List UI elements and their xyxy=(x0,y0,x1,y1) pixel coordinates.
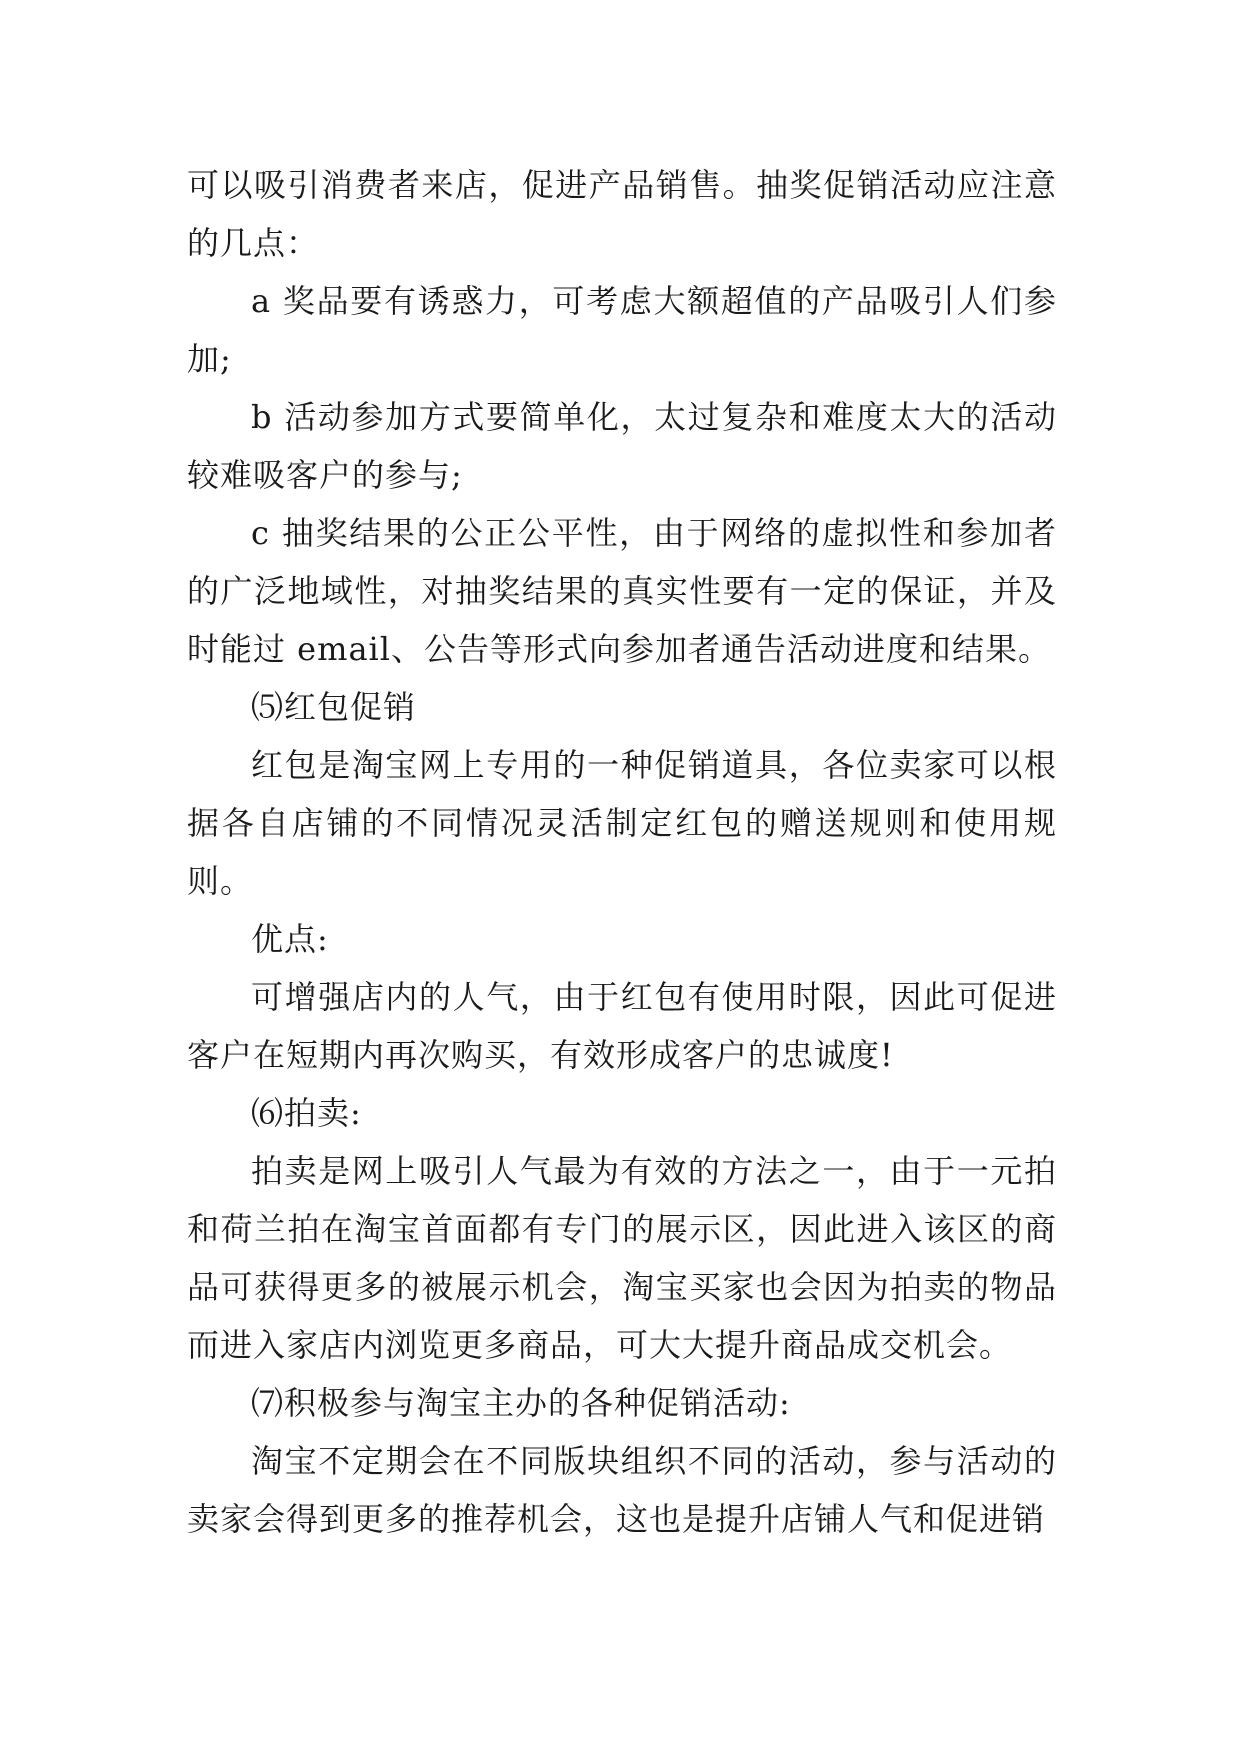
paragraph-red-packet: 红包是淘宝网上专用的一种促销道具，各位卖家可以根据各自店铺的不同情况灵活制定红包的赠送规则和使用规则。 xyxy=(187,746,1057,900)
section-heading-auction: ⑹拍卖: xyxy=(251,1094,362,1132)
paragraph-point-a: a 奖品要有诱惑力，可考虑大额超值的产品吸引人们参加; xyxy=(187,282,1057,378)
section-heading-red-packet: ⑸红包促销 xyxy=(251,688,417,726)
paragraph-taobao-events: 淘宝不定期会在不同版块组织不同的活动，参与活动的卖家会得到更多的推荐机会，这也是提升店铺人气和促进销 xyxy=(187,1442,1057,1538)
paragraph-lottery-intro: 可以吸引消费者来店，促进产品销售。抽奖促销活动应注意的几点： xyxy=(187,166,1057,262)
document-body xyxy=(187,156,1057,1548)
paragraph-advantages: 可增强店内的人气，由于红包有使用时限，因此可促进客户在短期内再次购买，有效形成客户的忠诚度! xyxy=(187,978,1057,1074)
section-heading-taobao-events: ⑺积极参与淘宝主办的各种促销活动: xyxy=(251,1384,791,1422)
paragraph-point-b: b 活动参加方式要简单化，太过复杂和难度太大的活动较难吸客户的参与; xyxy=(187,398,1057,494)
subheading-advantages: 优点: xyxy=(251,920,329,958)
paragraph-point-c: c 抽奖结果的公正公平性，由于网络的虚拟性和参加者的广泛地域性，对抽奖结果的真实性要有一定的保证，并及时能过 email、公告等形式向参加者通告活动进度和结果。 xyxy=(187,514,1057,668)
paragraph-auction: 拍卖是网上吸引人气最为有效的方法之一，由于一元拍和荷兰拍在淘宝首面都有专门的展示区，因此进入该区的商品可获得更多的被展示机会，淘宝买家也会因为拍卖的物品而进入家店内浏览更多商品，可大大提升商品成交机会。 xyxy=(187,1152,1057,1364)
